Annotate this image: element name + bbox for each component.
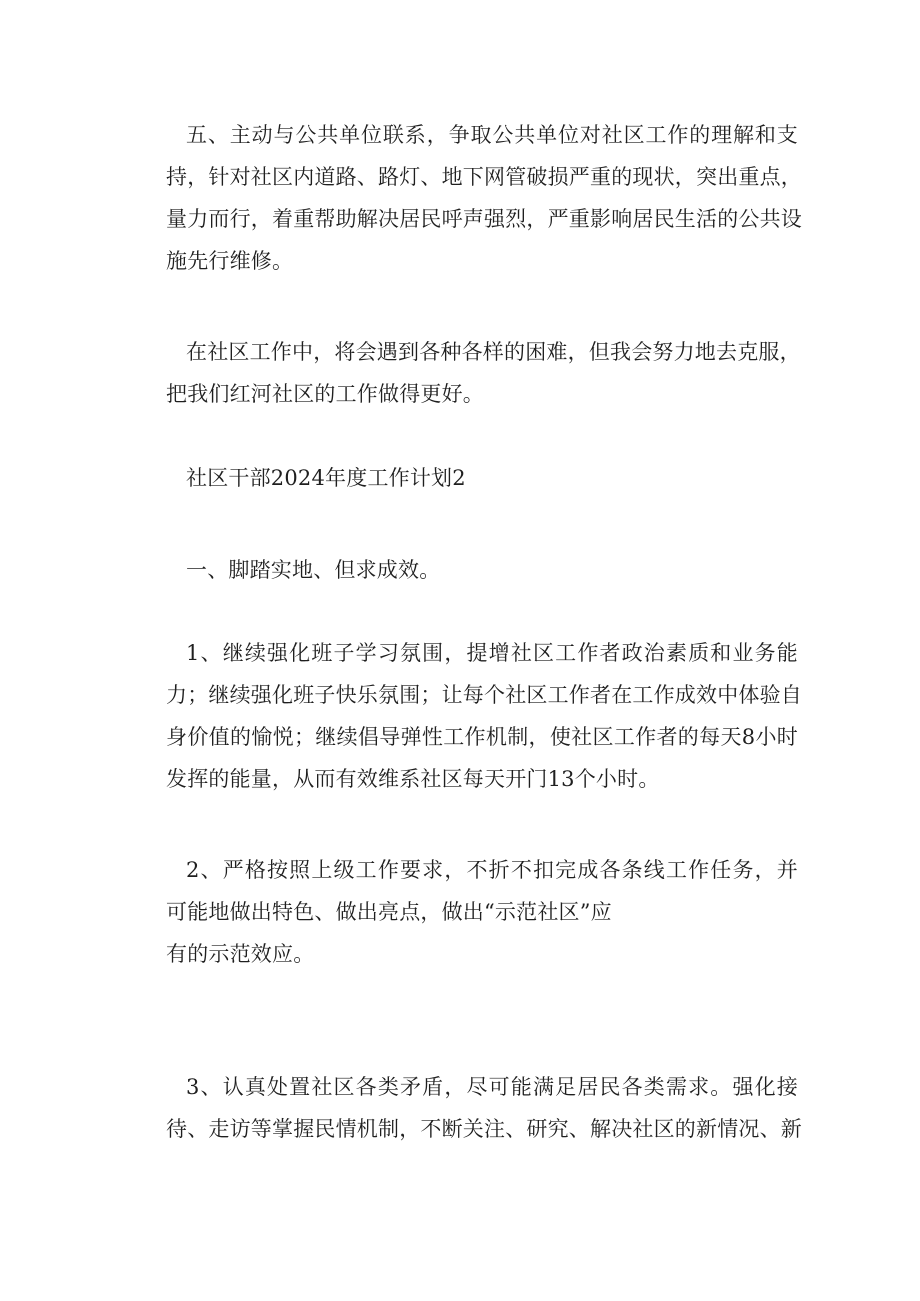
plan-heading: 社区干部2024年度工作计划2: [186, 466, 466, 490]
paragraph-5-line-1: 五、主动与公共单位联系，争取公共单位对社区工作的理解和支: [186, 123, 798, 147]
paragraph-5-line-2: 持，针对社区内道路、路灯、地下网管破损严重的现状，突出重点，: [166, 165, 802, 189]
item-1-line-1: 1、继续强化班子学习氛围，提增社区工作者政治素质和业务能: [186, 641, 798, 665]
item-1-line-3: 身价值的愉悦；继续倡导弹性工作机制，使社区工作者的每天8小时: [166, 725, 798, 749]
closing-paragraph-line-1: 在社区工作中，将会遇到各种各样的困难，但我会努力地去克服，: [186, 340, 801, 364]
item-3-line-2: 待、走访等掌握民情机制，不断关注、研究、解决社区的新情况、新: [166, 1117, 802, 1141]
closing-paragraph-line-2: 把我们红河社区的工作做得更好。: [166, 382, 484, 406]
item-2-line-3: 有的示范效应。: [166, 942, 315, 966]
item-2-line-1: 2、严格按照上级工作要求，不折不扣完成各条线工作任务，并: [186, 858, 798, 882]
item-2-line-2: 可能地做出特色、做出亮点，做出“示范社区”应: [166, 900, 612, 924]
section-1-heading: 一、脚踏实地、但求成效。: [186, 558, 441, 582]
item-1-line-4: 发挥的能量，从而有效维系社区每天开门13个小时。: [166, 767, 660, 791]
paragraph-5-line-3: 量力而行，着重帮助解决居民呼声强烈，严重影响居民生活的公共设: [166, 207, 802, 231]
item-1-line-2: 力；继续强化班子快乐氛围；让每个社区工作者在工作成效中体验自: [166, 683, 802, 707]
paragraph-5-line-4: 施先行维修。: [166, 249, 294, 273]
item-3-line-1: 3、认真处置社区各类矛盾，尽可能满足居民各类需求。强化接: [186, 1075, 798, 1099]
